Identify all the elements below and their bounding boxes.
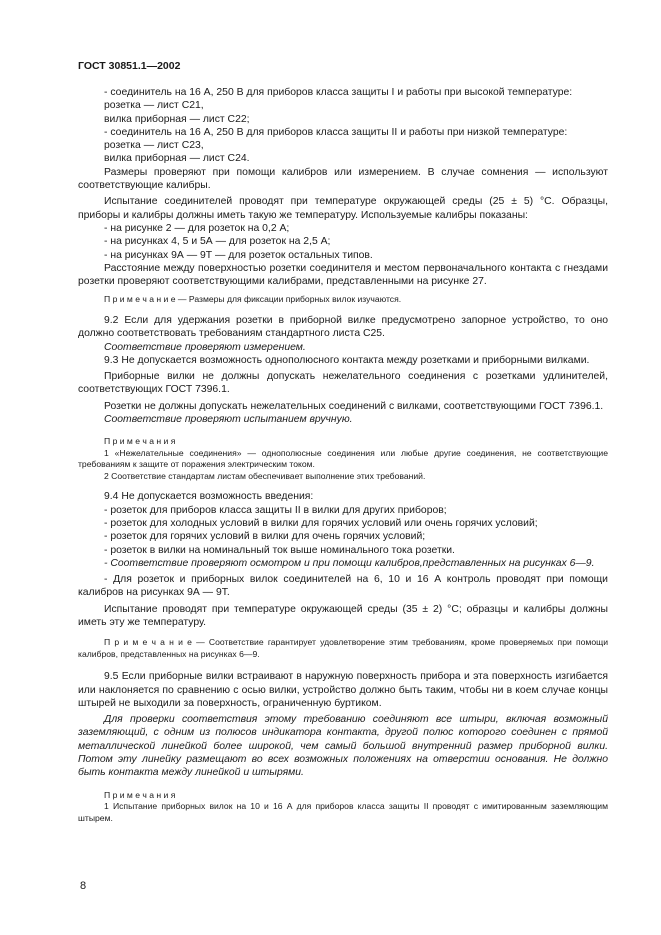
body-paragraph: Расстояние между поверхностью розетки соединителя и местом первоначального контакта с гнездами розетки проверяют соответствующими калибрами, представленными на рисунке 27. [78, 262, 608, 288]
note-paragraph: 1 Испытание приборных вилок на 10 и 16 А для приборов класса защиты II проводят с имитированным заземляющим штырем. [78, 801, 608, 823]
body-paragraph: 9.4 Не допускается возможность введения: [104, 491, 314, 503]
body-paragraph: Для проверки соответствия этому требованию соединяют все штыри, включая возможный заземляющий, с одним из полюсов индикатора контакта, другой полюс которого соединен с прямой металлической линейкой более широкой, чем самый большой внутренний размер приборной вилки. Потом эту линейку размещают во всех возможных положениях на отверстии основания. Не должно быть контакта между линейкой и штырями. [78, 714, 608, 779]
page-number: 8 [80, 880, 87, 892]
body-paragraph: - на рисунках 4, 5 и 5А — для розеток на 2,5 А; [104, 236, 331, 248]
body-paragraph: - Для розеток и приборных вилок соединителей на 6, 10 и 16 А контроль проводят при помощи калибров на рисунках 9А — 9Т. [78, 574, 608, 599]
document-body [78, 86, 608, 824]
body-paragraph: - соединитель на 16 А, 250 В для приборов класса защиты II и работы при низкой температуре: [104, 126, 568, 138]
body-paragraph: - соединитель на 16 А, 250 В для приборов класса защиты I и работы при высокой температуре: [104, 87, 573, 98]
note-paragraph: 2 Соответствие стандартам листам обеспечивает выполнение этих требований. [104, 470, 426, 481]
body-paragraph: Соответствие проверяют измерением. [104, 341, 306, 353]
body-paragraph: 9.5 Если приборные вилки встраивают в наружную поверхность прибора и эта поверхность изгибается или наклоняется по сравнению с осью вилки, устройство должно быть таким, чтобы ни в коем случае концы штырей не выходили за поверхность, ограниченную буртиком. [78, 671, 608, 709]
note-paragraph: П р и м е ч а н и я [104, 436, 176, 447]
note-paragraph: 1 «Нежелательные соединения» — однополюсные соединения или любые другие соединения, не соответствующие требованиям к защите от поражения электрическим током. [78, 447, 608, 470]
body-paragraph: - на рисунках 9А — 9Т — для розеток остальных типов. [104, 249, 373, 261]
body-paragraph: вилка приборная — лист C24. [104, 153, 250, 165]
body-paragraph: Размеры проверяют при помощи калибров или измерением. В случае сомнения — используют соответствующие калибры. [78, 166, 608, 192]
body-paragraph: 9.2 Если для удержания розетки в приборной вилке предусмотрено запорное устройство, то оно должно соответствовать требованиям стандартного листа C25. [78, 314, 608, 340]
body-paragraph: - розеток в вилки на номинальный ток выше номинального тока розетки. [104, 544, 455, 556]
body-paragraph: - розеток для приборов класса защиты II в вилки для других приборов; [104, 504, 447, 516]
note-paragraph: П р и м е ч а н и я [104, 789, 176, 800]
body-paragraph: Испытание соединителей проводят при температуре окружающей среды (25 ± 5) °С. Образцы, приборы и калибры должны иметь такую же температуру. Используемые калибры показаны: [78, 196, 608, 221]
body-paragraph: Розетки не должны допускать нежелательных соединений с вилками, соответствующими ГОСТ 7396.1. [104, 400, 604, 412]
body-paragraph: - Соответствие проверяют осмотром и при помощи калибров,представленных на рисунках 6—9. [104, 557, 595, 569]
document-header: ГОСТ 30851.1—2002 [78, 60, 181, 72]
body-paragraph: Испытание проводят при температуре окружающей среды (35 ± 2) °С; образцы и калибры должны иметь эту же температуру. [78, 603, 608, 628]
body-paragraph: Приборные вилки не должны допускать нежелательного соединения с розетками удлинителей, соответствующих ГОСТ 7396.1. [78, 371, 608, 396]
note-paragraph: П р и м е ч а н и е — Соответствие гарантирует удовлетворение этим требованиям, кроме проверяемых при помощи калибров, представленных на рисунках 6—9. [78, 637, 608, 659]
body-paragraph: - на рисунке 2 — для розеток на 0,2 А; [104, 222, 290, 234]
body-paragraph: розетка — лист C23, [104, 140, 204, 152]
body-paragraph: Соответствие проверяют испытанием вручную. [104, 414, 353, 426]
body-paragraph: 9.3 Не допускается возможность однополюсного контакта между розетками и приборными вилками. [104, 354, 590, 366]
note-paragraph: П р и м е ч а н и е — Размеры для фиксации приборных вилок изучаются. [104, 294, 402, 305]
body-paragraph: вилка приборная — лист C22; [104, 113, 250, 125]
body-paragraph: розетка — лист C21, [104, 100, 204, 112]
body-paragraph: - розеток для горячих условий в вилки для очень горячих условий; [104, 531, 426, 543]
body-paragraph: - розеток для холодных условий в вилки для горячих условий или очень горячих условий; [104, 517, 538, 529]
